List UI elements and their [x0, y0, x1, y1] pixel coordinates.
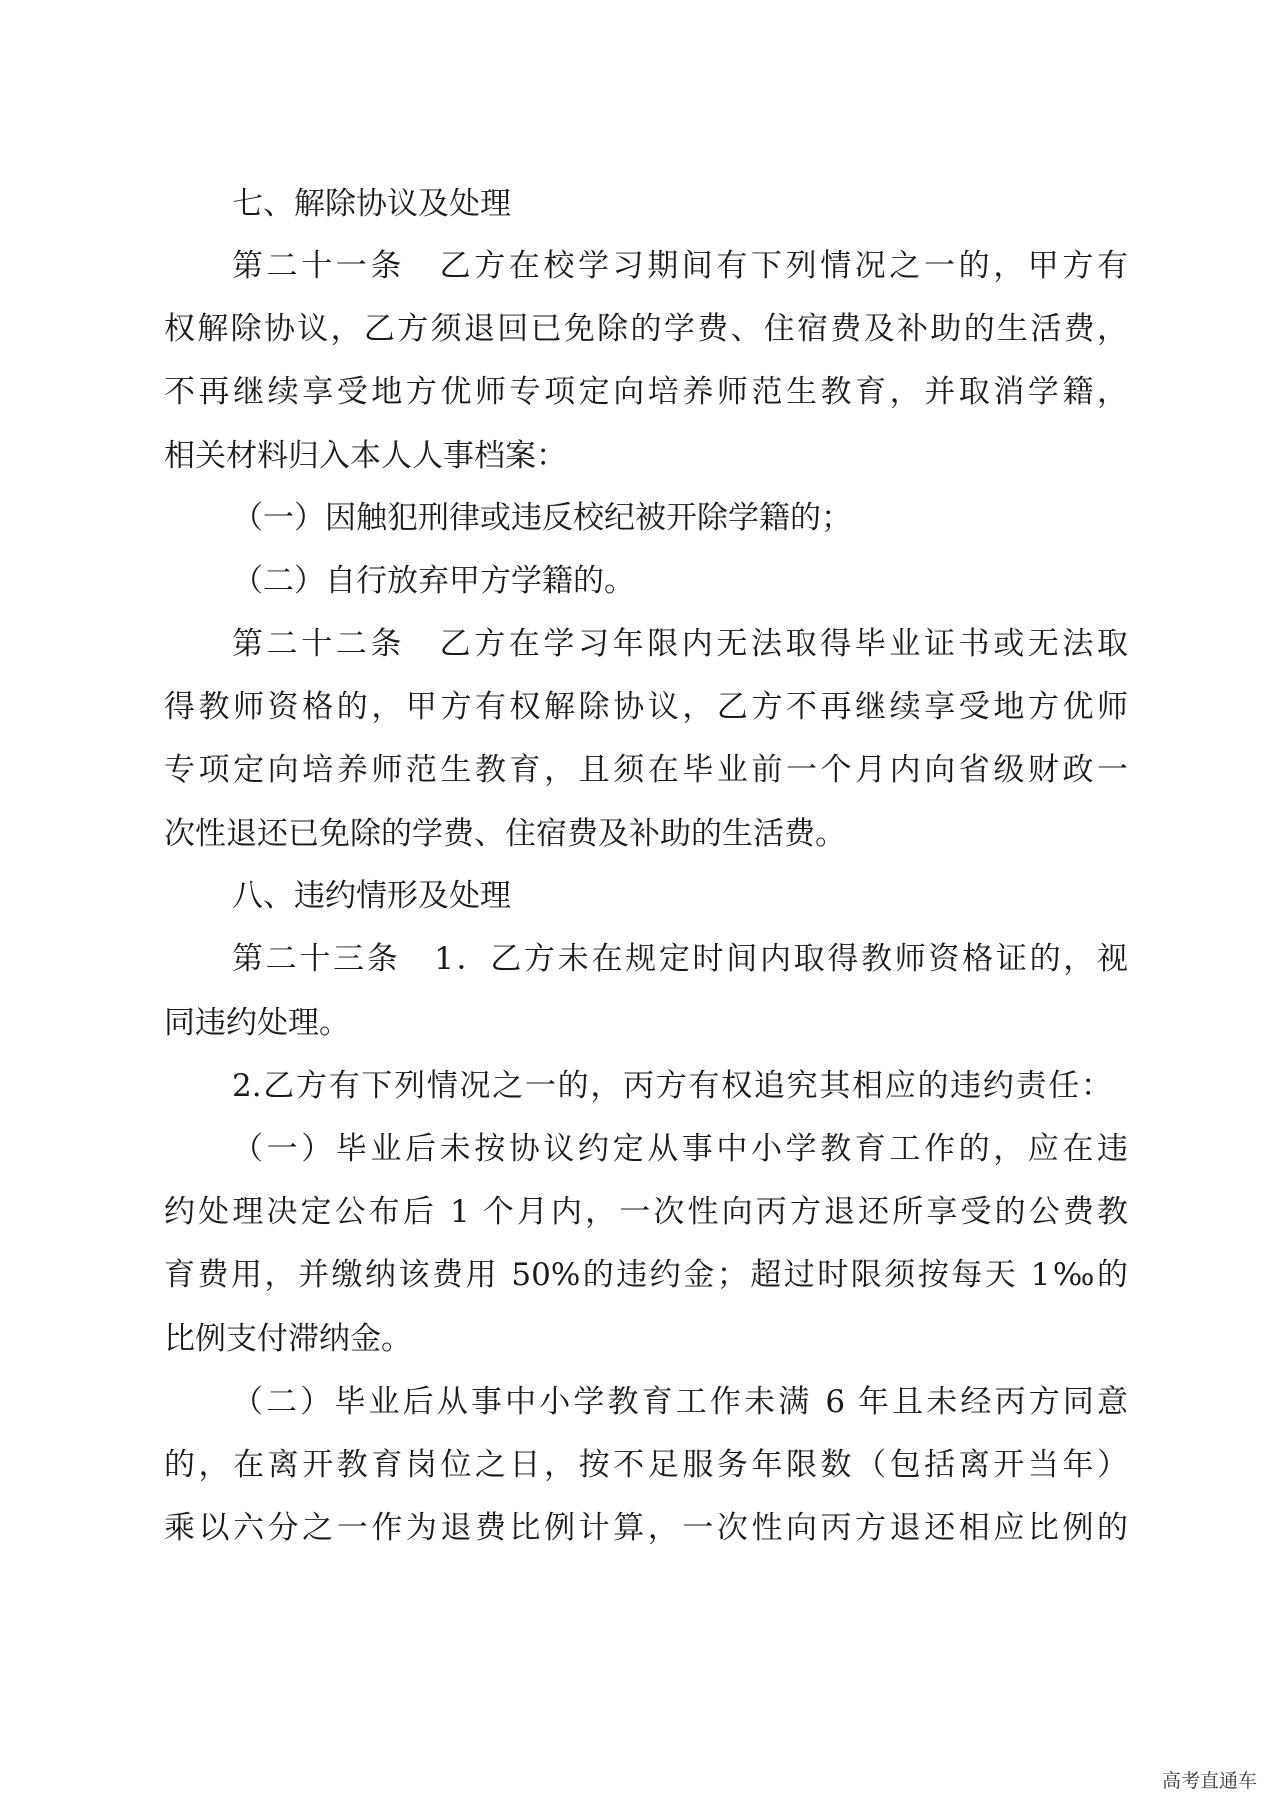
article-21-line-2: 权解除协议，乙方须退回已免除的学费、住宿费及补助的生活费， [164, 311, 1128, 347]
article-23-item-1-line-3: 育费用，并缴纳该费用 50%的违约金；超过时限须按每天 1‰的 [164, 1257, 1128, 1293]
article-21-line-1: 第二十一条 乙方在校学习期间有下列情况之一的，甲方有 [232, 248, 1128, 284]
article-23-item-2-line-2: 的，在离开教育岗位之日，按不足服务年限数（包括离开当年） [164, 1447, 1128, 1483]
article-21-item-2: （二）自行放弃甲方学籍的。 [232, 563, 635, 599]
article-23-line-1: 第二十三条 1．乙方未在规定时间内取得教师资格证的，视 [232, 941, 1128, 977]
article-23-item-1-line-4: 比例支付滞纳金。 [164, 1321, 412, 1357]
article-23-point-2: 2.乙方有下列情况之一的，丙方有权追究其相应的违约责任： [232, 1068, 1112, 1104]
article-23-item-2-line-1: （二）毕业后从事中小学教育工作未满 6 年且未经丙方同意 [232, 1384, 1128, 1420]
article-23-line-2: 同违约处理。 [164, 1005, 350, 1041]
site-watermark: 高考直通车 [1162, 1770, 1258, 1792]
section-heading-7: 七、解除协议及处理 [232, 186, 511, 222]
article-23-item-2-line-3: 乘以六分之一作为退费比例计算，一次性向丙方退还相应比例的 [164, 1510, 1128, 1546]
article-21-item-1: （一）因触犯刑律或违反校纪被开除学籍的； [232, 500, 852, 536]
article-23-item-1-line-2: 约处理决定公布后 1 个月内，一次性向丙方退还所享受的公费教 [164, 1194, 1128, 1230]
article-21-line-3: 不再继续享受地方优师专项定向培养师范生教育，并取消学籍， [164, 374, 1128, 410]
section-heading-8: 八、违约情形及处理 [232, 878, 511, 914]
article-22-line-2: 得教师资格的，甲方有权解除协议，乙方不再继续享受地方优师 [164, 689, 1128, 725]
article-22-line-1: 第二十二条 乙方在学习年限内无法取得毕业证书或无法取 [232, 626, 1128, 662]
article-22-line-4: 次性退还已免除的学费、住宿费及补助的生活费。 [164, 816, 846, 852]
article-22-line-3: 专项定向培养师范生教育，且须在毕业前一个月内向省级财政一 [164, 752, 1128, 788]
article-23-item-1-line-1: （一）毕业后未按协议约定从事中小学教育工作的，应在违 [232, 1131, 1128, 1167]
article-21-line-4: 相关材料归入本人人事档案： [164, 438, 567, 474]
